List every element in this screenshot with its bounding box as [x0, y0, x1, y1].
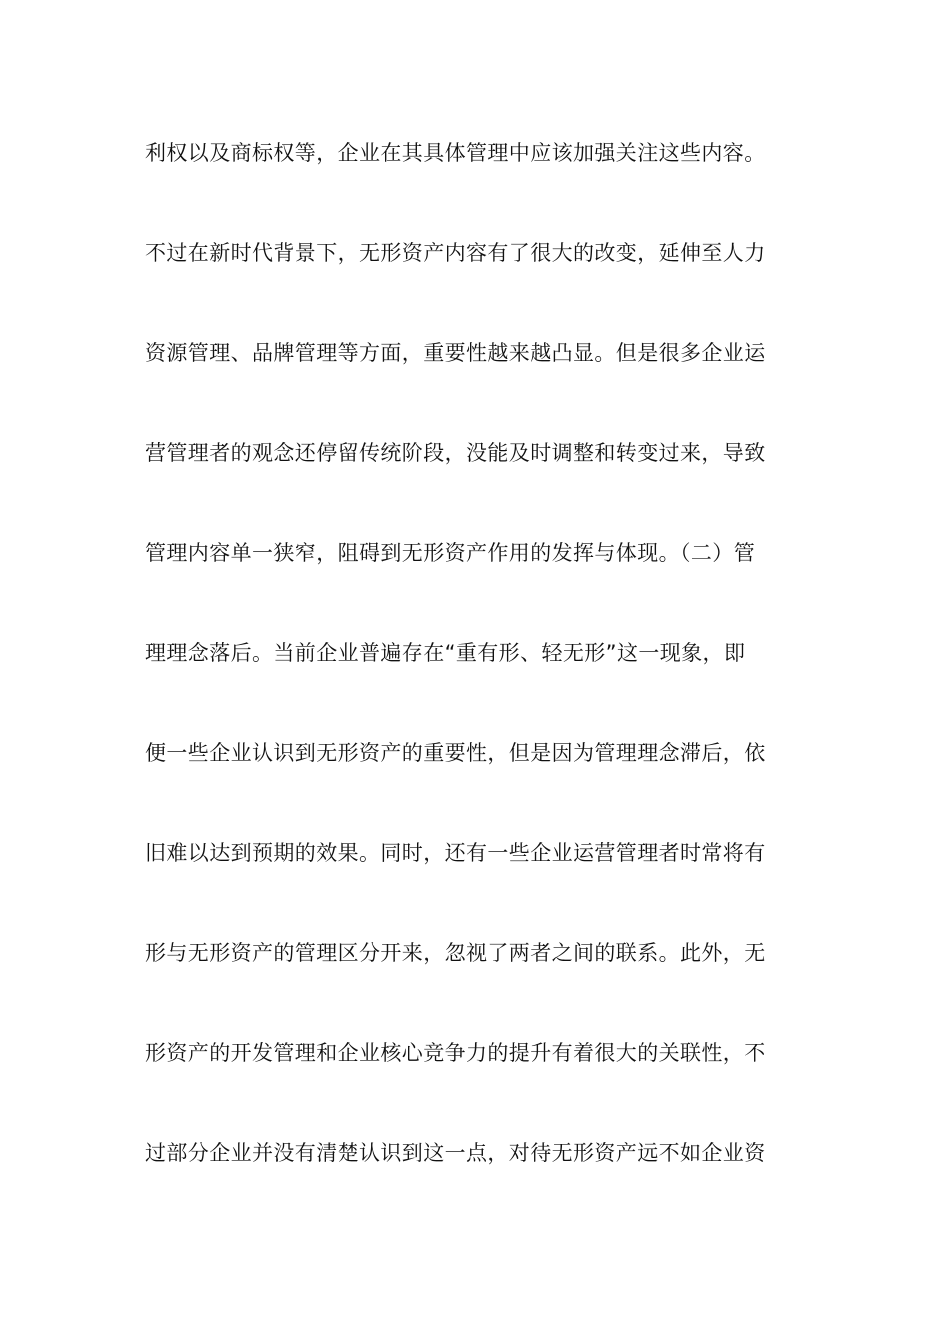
text-line: 旧难以达到预期的效果。同时，还有一些企业运营管理者时常将有 — [145, 841, 766, 865]
text-line: 形资产的开发管理和企业核心竞争力的提升有着很大的关联性，不 — [145, 1041, 766, 1065]
text-line: 资源管理、品牌管理等方面，重要性越来越凸显。但是很多企业运 — [145, 341, 766, 365]
body-paragraph — [145, 128, 807, 1228]
text-line: 不过在新时代背景下，无形资产内容有了很大的改变，延伸至人力 — [145, 241, 766, 265]
text-line: 过部分企业并没有清楚认识到这一点，对待无形资产远不如企业资 — [145, 1141, 766, 1165]
text-line: 营管理者的观念还停留传统阶段，没能及时调整和转变过来，导致 — [145, 441, 766, 465]
text-line: 便一些企业认识到无形资产的重要性，但是因为管理理念滞后，依 — [145, 741, 766, 765]
text-line: 利权以及商标权等，企业在其具体管理中应该加强关注这些内容。 — [145, 141, 766, 165]
text-line: 管理内容单一狭窄，阻碍到无形资产作用的发挥与体现。（二）管 — [145, 541, 756, 565]
text-line: 形与无形资产的管理区分开来，忽视了两者之间的联系。此外，无 — [145, 941, 766, 965]
text-line: 理理念落后。当前企业普遍存在“重有形、轻无形”这一现象，即 — [145, 641, 746, 665]
